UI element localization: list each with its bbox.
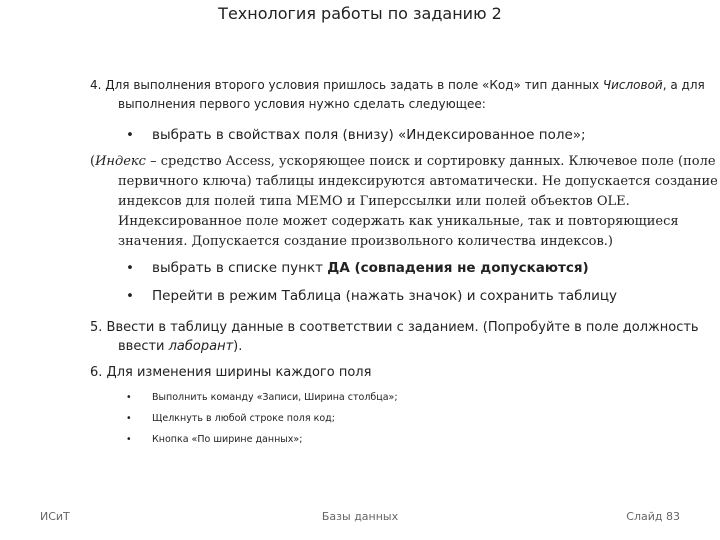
index-note-text: – средство Access, ускоряющее поиск и сортировку данных. Ключевое поле (поле первичного ключа) таблицы индексируются автоматически. Не допускается создание индексов для полей типа MEMO и Гиперссылки или полей объектов OLE. Индексированное поле может содержать как уникальные, так и повторяющиеся значения. Допускается создание произвольного количества индексов.) (118, 154, 718, 249)
bullet-text-strong: ДА (совпадения не допускаются) (327, 260, 589, 276)
footer-center: Базы данных (321, 510, 399, 523)
slide-title: Технология работы по заданию 2 (218, 4, 502, 23)
sub-bullet-text: Кнопка «По ширине данных»; (152, 434, 303, 445)
bullet-item (126, 259, 686, 277)
bullet-text-part: выбрать в списке пункт (152, 260, 328, 276)
bullet-dot: • (126, 288, 134, 304)
sub-bullet-item (126, 433, 686, 447)
footer-slide-number: Слайд 83 (626, 510, 680, 523)
sub-bullet-text: Щелкнуть в любой строке поля код; (152, 413, 335, 424)
sub-bullet-text: Выполнить команду «Записи, Ширина столбца»; (152, 392, 398, 403)
bullet-item (126, 287, 686, 305)
paragraph-5-text: 5. Ввести в таблицу данные в соответствии с заданием. (Попробуйте в поле должность ввести (90, 320, 699, 354)
index-note (90, 152, 720, 252)
paragraph-4 (90, 76, 718, 114)
paragraph-4-emphasis: Числовой (602, 78, 663, 92)
bullet-text: Перейти в режим Таблица (нажать значок) и сохранить таблицу (152, 288, 618, 304)
paragraph-4-text-end: , а для выполнения первого условия нужно сделать следующее: (118, 78, 705, 111)
bullet-text: выбрать в свойствах поля (внизу) «Индексированное поле»; (152, 127, 586, 143)
bullet-dot: • (126, 127, 134, 143)
index-note-open: ( (90, 154, 96, 169)
index-note-term: Индекс (95, 154, 146, 169)
bullet-dot: • (126, 434, 132, 445)
sub-bullet-item (126, 391, 686, 405)
bullet-item (126, 126, 686, 144)
footer-left: ИСиТ (40, 510, 70, 523)
bullet-text (126, 259, 686, 277)
bullet-dot: • (126, 260, 134, 276)
bullet-dot: • (126, 413, 132, 424)
paragraph-5-text-end: ). (233, 339, 243, 354)
bullet-dot: • (126, 392, 132, 403)
paragraph-6: 6. Для изменения ширины каждого поля (90, 365, 372, 380)
paragraph-5 (90, 318, 720, 356)
paragraph-4-text: 4. Для выполнения второго условия пришлось задать в поле «Код» тип данных (90, 78, 603, 92)
paragraph-5-emphasis: лаборант (168, 339, 234, 354)
sub-bullet-item (126, 412, 686, 426)
